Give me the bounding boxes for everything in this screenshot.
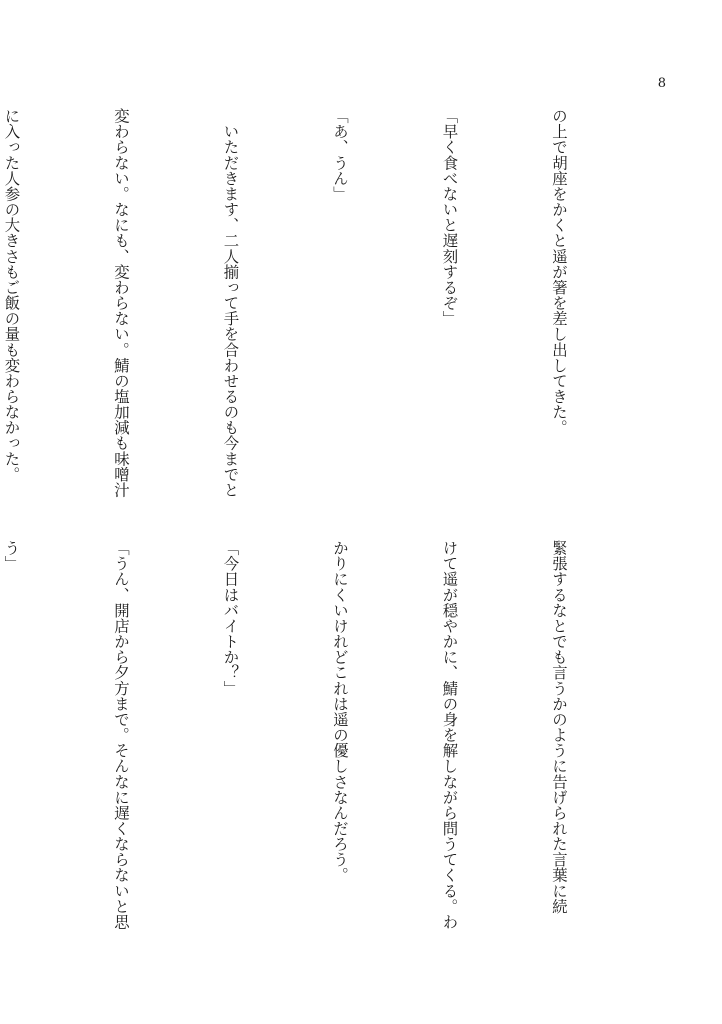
- text-block-bottom: [2, 540, 650, 932]
- text-line: かりにくいけれどこれは遥の優しさなんだろう。: [331, 540, 349, 883]
- text-line: の上で胡座をかくと遥が箸を差し出してきた。: [550, 108, 568, 436]
- text-line: けて遥が穏やかに、鯖の身を解しながら問うてくる。わ: [440, 540, 459, 930]
- text-line: 「うん、開店から夕方まで。そんなに遅くならないと思: [112, 540, 130, 930]
- text-line: 「早く食べないと遅刻するぞ」: [440, 108, 459, 327]
- text-line: 「あ、うん」: [331, 108, 349, 202]
- text-line: いただきます、二人揃って手を合わせるのも今までと: [221, 108, 240, 498]
- text-line: に入った人参の大きさもご飯の量も変わらなかった。: [2, 108, 21, 482]
- text-line: 変わらない。なにも、変わらない。鯖の塩加減も味噌汁: [112, 108, 130, 498]
- text-line: 「今日はバイトか？」: [221, 540, 240, 696]
- text-block-top: [2, 108, 650, 500]
- text-line: 緊張するなとでも言うかのように告げられた言葉に続: [550, 540, 568, 914]
- page-number: 8: [657, 76, 666, 91]
- text-line: う」: [2, 540, 21, 572]
